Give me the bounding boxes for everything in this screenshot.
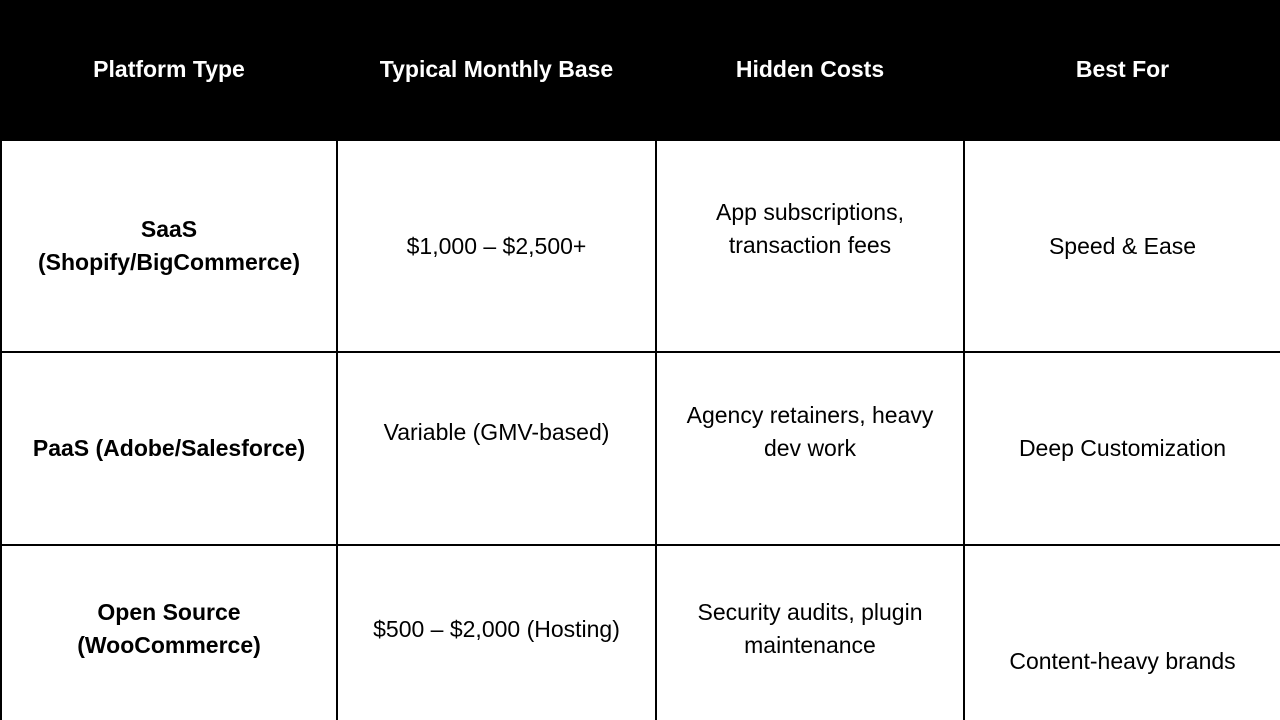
best-for-cell	[964, 140, 1280, 352]
table-body	[1, 140, 1280, 720]
hidden-costs-line: App subscriptions,	[716, 199, 904, 225]
best-for-cell	[964, 352, 1280, 545]
hidden-costs-block	[697, 596, 922, 662]
table-row	[1, 352, 1280, 545]
table-row	[1, 140, 1280, 352]
table-row	[1, 545, 1280, 720]
monthly-base-cell	[337, 352, 656, 545]
table-header	[1, 1, 1280, 140]
header-row	[1, 1, 1280, 140]
hidden-costs-cell	[656, 545, 964, 720]
platform-type-line: (WooCommerce)	[77, 632, 261, 658]
platform-type-cell	[1, 140, 337, 352]
header-hidden-costs: Hidden Costs	[656, 1, 964, 140]
header-typical-monthly-base: Typical Monthly Base	[337, 1, 656, 140]
best-for-value: Deep Customization	[1018, 435, 1227, 461]
monthly-base-cell	[337, 140, 656, 352]
platform-type-cell	[1, 545, 337, 720]
hidden-costs-block	[716, 196, 904, 262]
hidden-costs-line: maintenance	[744, 632, 876, 658]
platform-type-line: PaaS (Adobe/Salesforce)	[32, 435, 306, 461]
best-for-value: Speed & Ease	[1048, 232, 1197, 259]
monthly-base-value: Variable (GMV-based)	[383, 419, 610, 445]
best-for-value: Content-heavy brands	[1009, 647, 1236, 674]
monthly-base-value: $1,000 – $2,500+	[406, 232, 587, 259]
hidden-costs-line: dev work	[763, 434, 857, 461]
hidden-costs-cell	[656, 352, 964, 545]
hidden-costs-block	[687, 399, 934, 465]
hidden-costs-line: transaction fees	[728, 232, 892, 258]
hidden-costs-line: Agency retainers, heavy	[686, 401, 934, 428]
header-best-for: Best For	[964, 1, 1280, 140]
hidden-costs-cell	[656, 140, 964, 352]
best-for-cell	[964, 545, 1280, 720]
platform-type-block	[77, 596, 261, 662]
platform-type-line: SaaS	[140, 216, 198, 242]
monthly-base-cell	[337, 545, 656, 720]
platform-type-line: Open Source	[97, 599, 241, 625]
header-platform-type: Platform Type	[1, 1, 337, 140]
hidden-costs-line: Security audits, plugin	[697, 599, 923, 625]
platform-type-cell	[1, 352, 337, 545]
platform-type-line: (Shopify/BigCommerce)	[38, 249, 300, 275]
monthly-base-value: $500 – $2,000 (Hosting)	[373, 615, 620, 642]
